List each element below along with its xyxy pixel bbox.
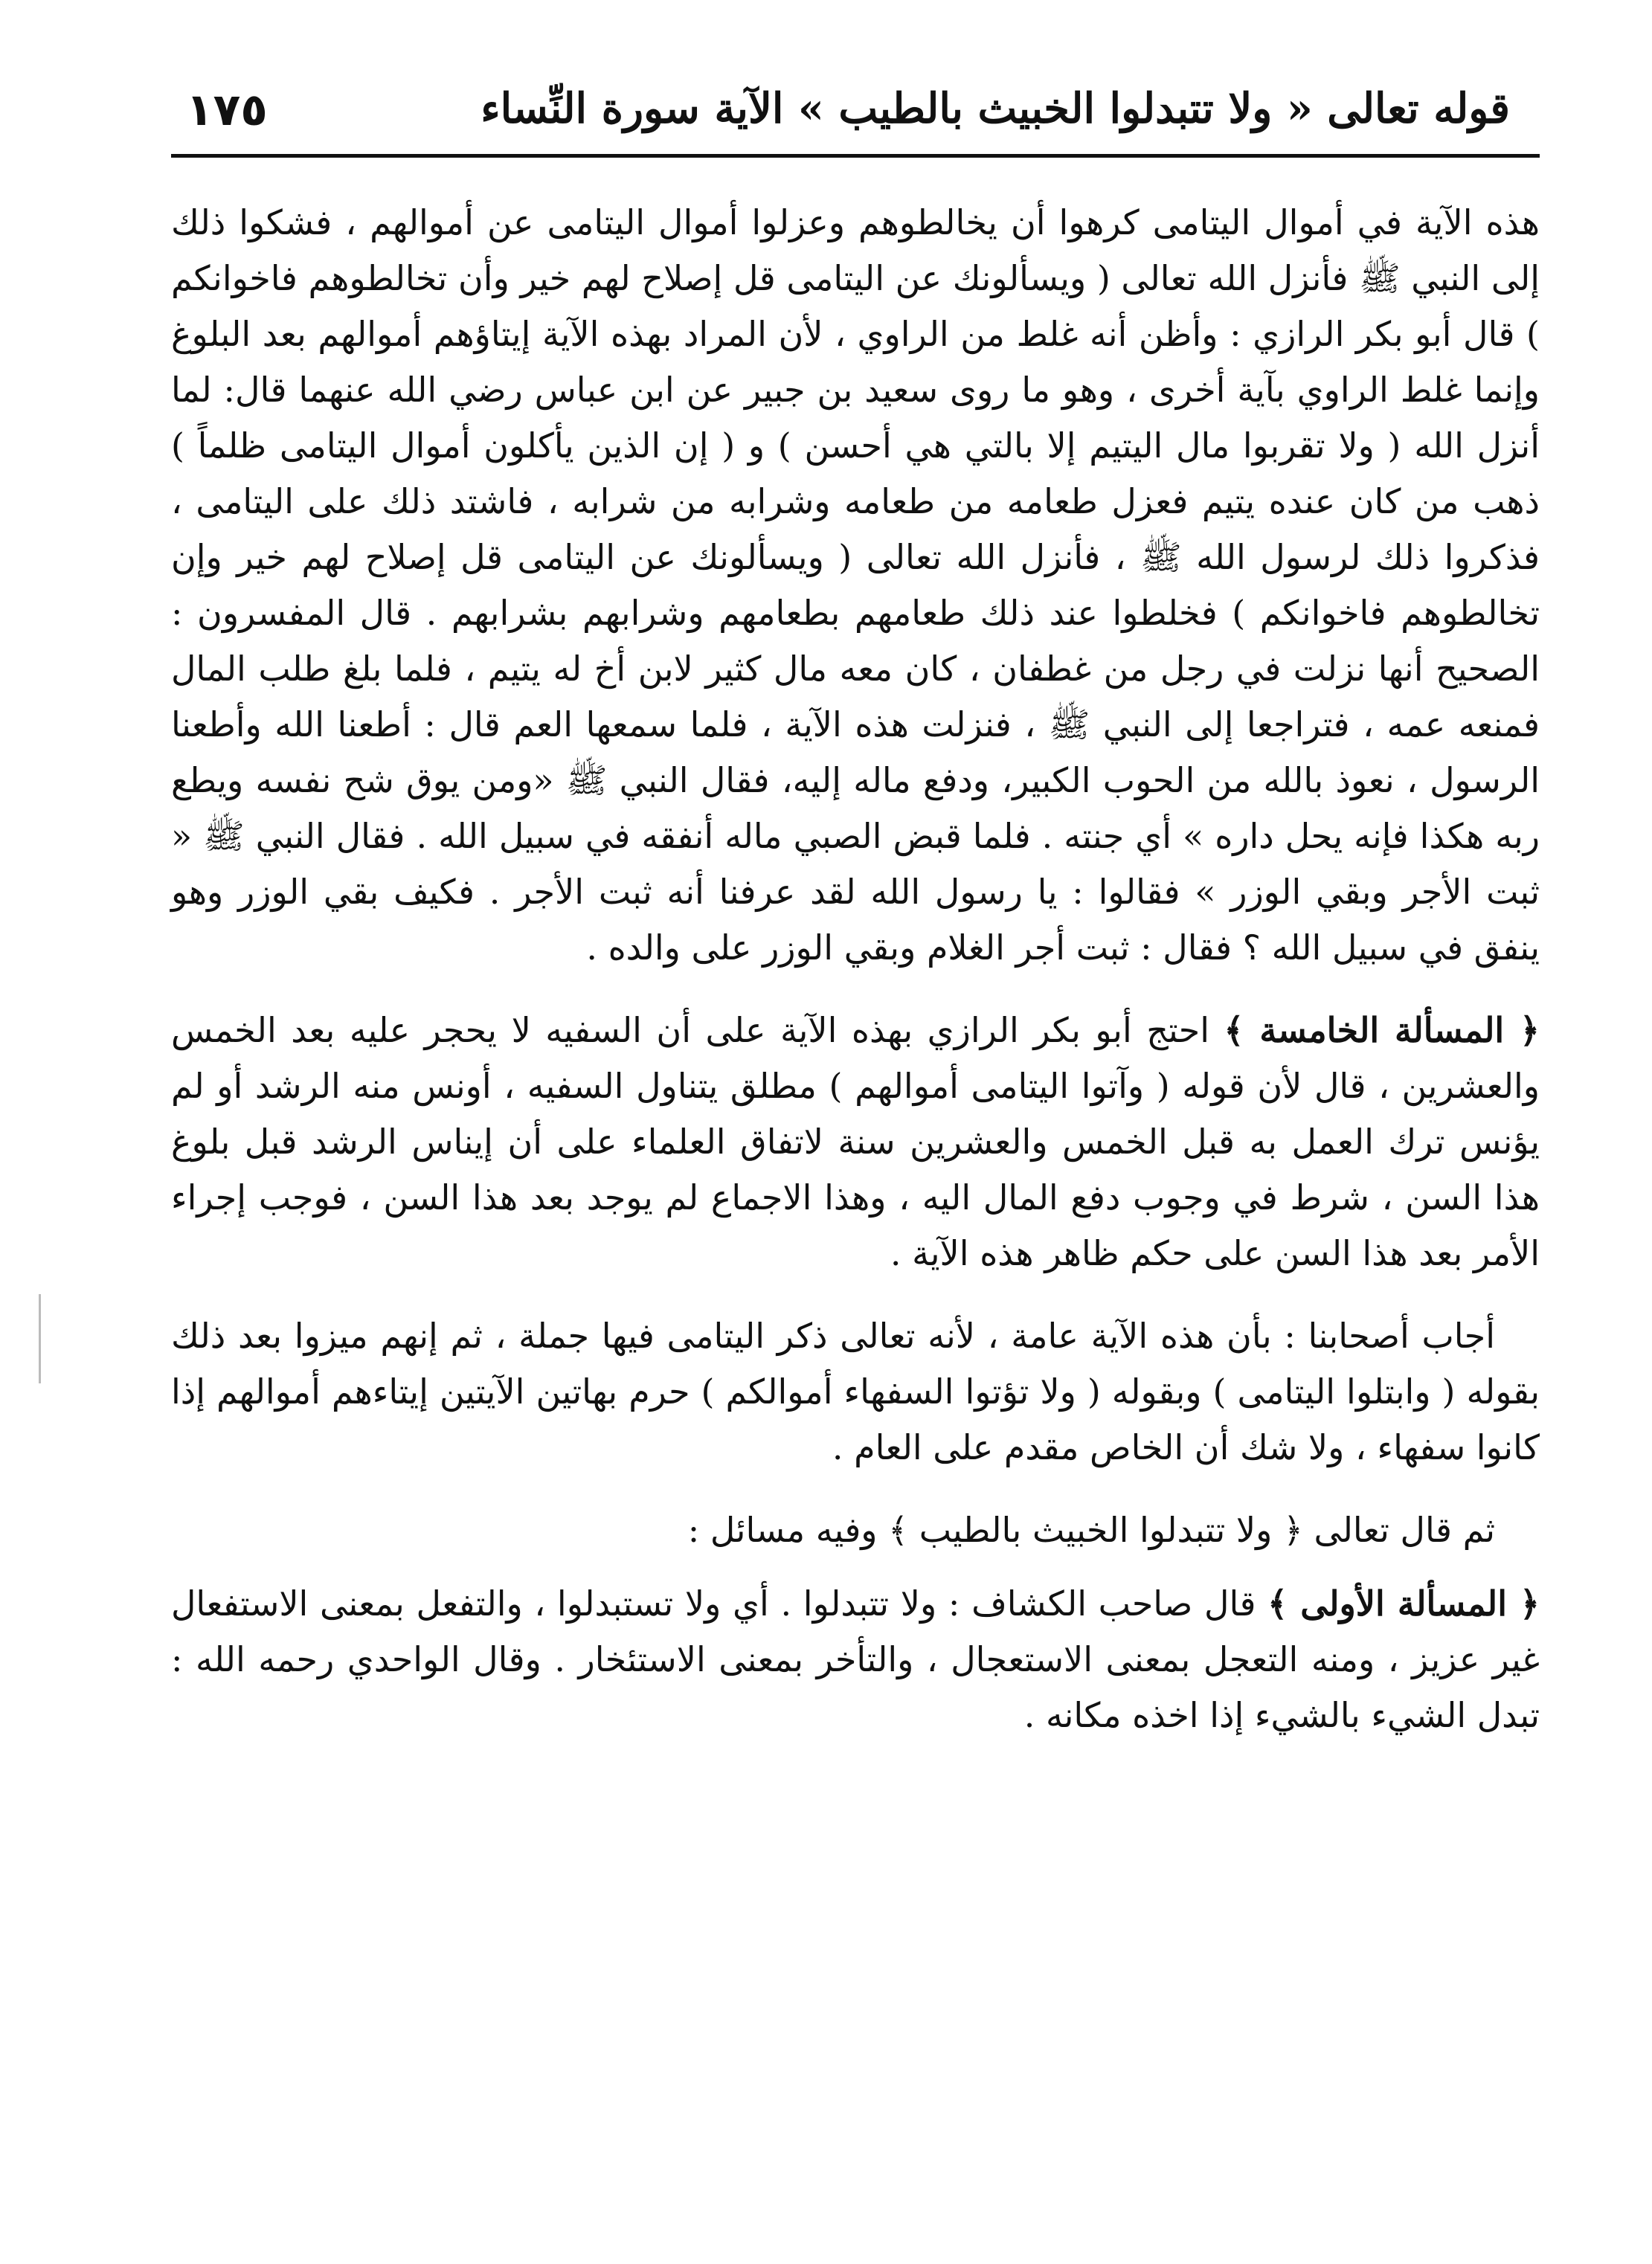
paragraph-1-text: هذه الآية في أموال اليتامى كرهوا أن يخالطوهم وعزلوا أموال اليتامى عن أموالهم ، فشكوا ذلك إلى النبي ﷺ فأنزل الله تعالى ( ويسألونك عن اليتامى قل إصلاح لهم خير وأن تخالطوهم فاخوانكم ) قال أبو بكر الرازي : وأظن أنه غلط من الراوي ، لأن المراد بهذه الآية إيتاؤهم أموالهم بعد البلوغ وإنما غلط الراوي بآية أخرى ، وهو ما روى سعيد بن جبير عن ابن عباس رضي الله عنهما قال: لما أنزل الله ( ولا تقربوا مال اليتيم إلا بالتي هي أحسن ) و ( إن الذين يأكلون أموال اليتامى ظلماً ) ذهب من كان عنده يتيم فعزل طعامه من طعامه وشرابه من شرابه ، فاشتد ذلك على اليتامى ، فذكروا ذلك لرسول الله ﷺ ، فأنزل الله تعالى ( ويسألونك عن اليتامى قل إصلاح لهم خير وإن تخالطوهم فاخوانكم ) فخلطوا عند ذلك طعامهم بطعامهم وشرابهم بشرابهم . قال المفسرون : الصحيح أنها نزلت في رجل من غطفان ، كان معه مال كثير لابن أخ له يتيم ، فلما بلغ طلب المال فمنعه عمه ، فتراجعا إلى النبي ﷺ ، فنزلت هذه الآية ، فلما سمعها العم قال : أطعنا الله وأطعنا الرسول ، نعوذ بالله من الحوب الكبير، ودفع ماله إليه، فقال النبي ﷺ «ومن يوق شح نفسه ويطع ربه هكذا فإنه يحل داره » أي جنته . فلما قبض الصبي ماله أنفقه في سبيل الله . فقال النبي ﷺ « ثبت الأجر وبقي الوزر » فقالوا : يا رسول الله لقد عرفنا أنه ثبت الأجر . فكيف بقي الوزر وهو ينفق في سبيل الله ؟ فقال : ثبت أجر الغلام وبقي الوزر على والده . xyxy=(171,202,1540,968)
paragraph-2 xyxy=(171,1003,1540,1281)
paragraph-4-text: ثم قال تعالى ﴿ ولا تتبدلوا الخبيث بالطيب ﴾ وفيه مسائل : xyxy=(687,1510,1495,1550)
paragraph-5-text: قال صاحب الكشاف : ولا تتبدلوا . أي ولا تستبدلوا ، والتفعل بمعنى الاستفعال غير عزيز ، ومنه التعجل بمعنى الاستعجال ، والتأخر بمعنى الاستئخار . وقال الواحدي رحمه الله : تبدل الشيء بالشيء إذا اخذه مكانه . xyxy=(171,1583,1540,1735)
header-rule xyxy=(171,154,1540,158)
paragraph-2-text: احتج أبو بكر الرازي بهذه الآية على أن السفيه لا يحجر عليه بعد الخمس والعشرين ، قال لأن قوله ( وآتوا اليتامى أموالهم ) مطلق يتناول السفيه ، أونس منه الرشد أو لم يؤنس ترك العمل به قبل الخمس والعشرين سنة لاتفاق العلماء على أن إيناس الرشد قبل بلوغ هذا السن ، شرط في وجوب دفع المال اليه ، وهذا الاجماع لم يوجد بعد هذا السن ، فوجب إجراء الأمر بعد هذا السن على حكم ظاهر هذه الآية . xyxy=(171,1010,1540,1273)
paragraph-3 xyxy=(171,1308,1540,1476)
page-header xyxy=(171,71,1540,152)
page-number: ١٧٥ xyxy=(186,84,268,136)
paragraph-5 xyxy=(171,1576,1540,1743)
page-body xyxy=(171,195,1540,1743)
section-heading-5: ﴿ المسألة الخامسة ﴾ xyxy=(1224,1010,1540,1050)
paragraph-4 xyxy=(171,1502,1540,1558)
running-title: قوله تعالى « ولا تتبدلوا الخبيث بالطيب » الآية سورة النِّساء xyxy=(481,84,1510,133)
section-heading-1: ﴿ المسألة الأولى ﴾ xyxy=(1267,1583,1540,1624)
paragraph-3-text: أجاب أصحابنا : بأن هذه الآية عامة ، لأنه تعالى ذكر اليتامى فيها جملة ، ثم إنهم ميزوا بعد ذلك بقوله ( وابتلوا اليتامى ) وبقوله ( ولا تؤتوا السفهاء أموالكم ) حرم بهاتين الآيتين إيتاءهم أموالهم إذا كانوا سفهاء ، ولا شك أن الخاص مقدم على العام . xyxy=(171,1316,1540,1467)
paragraph-1 xyxy=(171,195,1540,976)
margin-mark xyxy=(39,1294,41,1383)
